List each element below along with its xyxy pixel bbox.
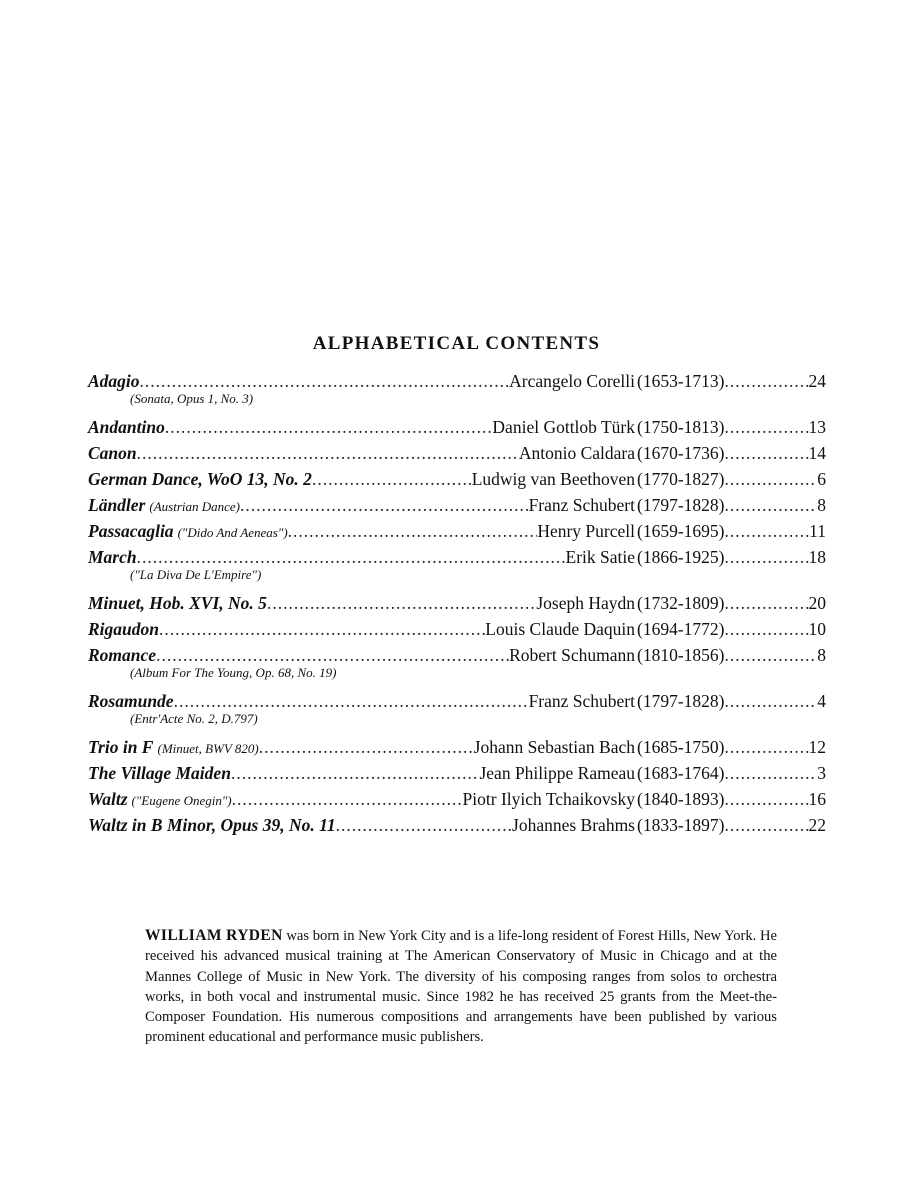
composer-name: Joseph Haydn [536, 593, 635, 613]
dot-leader [724, 492, 817, 518]
piece-title: Minuet, Hob. XVI, No. 5 [88, 593, 267, 613]
piece-subtitle: ("Dido And Aeneas") [177, 525, 288, 540]
dot-leader [724, 368, 808, 394]
composer-years: (1866-1925) [637, 547, 725, 567]
composer-years: (1750-1813) [637, 417, 725, 437]
page-number: 14 [808, 443, 826, 463]
page-number: 18 [808, 547, 826, 567]
dot-leader [137, 440, 519, 466]
dot-leader [267, 590, 536, 616]
piece-title: Trio in F [88, 737, 154, 757]
piece-title: Ländler [88, 495, 146, 515]
page-number: 22 [808, 815, 826, 835]
dot-leader [165, 414, 493, 440]
dot-leader [288, 518, 538, 544]
piece-subtitle: ("Eugene Onegin") [131, 793, 232, 808]
contents-entry [88, 544, 826, 590]
composer-name: Antonio Caldara [518, 443, 635, 463]
composer-name: Erik Satie [565, 547, 635, 567]
composer-name: Robert Schumann [509, 645, 635, 665]
dot-leader [724, 760, 817, 786]
piece-title: German Dance, WoO 13, No. 2 [88, 469, 312, 489]
composer-years: (1685-1750) [637, 737, 725, 757]
page-number: 4 [817, 691, 826, 711]
composer-name: Arcangelo Corelli [509, 371, 635, 391]
dot-leader [724, 688, 817, 714]
page-number: 12 [808, 737, 826, 757]
piece-title: Adagio [88, 371, 140, 391]
dot-leader [724, 440, 808, 466]
contents-entry [88, 414, 826, 440]
page-number: 20 [808, 593, 826, 613]
contents-entry [88, 688, 826, 734]
dot-leader [724, 544, 808, 570]
composer-years: (1810-1856) [637, 645, 725, 665]
composer-years: (1694-1772) [637, 619, 725, 639]
composer-name: Ludwig van Beethoven [471, 469, 635, 489]
page-number: 10 [808, 619, 826, 639]
contents-entry [88, 760, 826, 786]
piece-subtitle: (Minuet, BWV 820) [157, 741, 259, 756]
composer-years: (1659-1695) [637, 521, 725, 541]
dot-leader [240, 492, 529, 518]
dot-leader [724, 616, 808, 642]
contents-entry [88, 616, 826, 642]
piece-title: Canon [88, 443, 137, 463]
composer-name: Louis Claude Daquin [485, 619, 635, 639]
dot-leader [336, 812, 512, 838]
contents-entry [88, 812, 826, 838]
piece-title: Romance [88, 645, 157, 665]
piece-title: March [88, 547, 137, 567]
piece-title: Rigaudon [88, 619, 159, 639]
composer-name: Johannes Brahms [512, 815, 635, 835]
composer-name: Johann Sebastian Bach [473, 737, 635, 757]
piece-subtitle: (Album For The Young, Op. 68, No. 19) [130, 665, 337, 680]
composer-name: Henry Purcell [537, 521, 635, 541]
piece-subtitle: (Entr'Acte No. 2, D.797) [130, 711, 258, 726]
dot-leader [724, 642, 817, 668]
contents-entry [88, 492, 826, 518]
dot-leader [259, 734, 474, 760]
contents-entry [88, 518, 826, 544]
dot-leader [724, 414, 808, 440]
composer-years: (1653-1713) [637, 371, 725, 391]
contents-entry [88, 734, 826, 760]
composer-years: (1797-1828) [637, 691, 725, 711]
piece-subtitle: (Austrian Dance) [149, 499, 240, 514]
contents-entry [88, 590, 826, 616]
piece-title: The Village Maiden [88, 763, 231, 783]
piece-title: Passacaglia [88, 521, 174, 541]
piece-subtitle: (Sonata, Opus 1, No. 3) [130, 391, 254, 406]
composer-years: (1670-1736) [637, 443, 725, 463]
piece-title: Andantino [88, 417, 165, 437]
contents-list [88, 368, 826, 838]
contents-entry [88, 368, 826, 414]
composer-years: (1840-1893) [637, 789, 725, 809]
dot-leader [159, 616, 485, 642]
dot-leader [724, 466, 817, 492]
contents-heading: ALPHABETICAL CONTENTS [312, 333, 601, 354]
contents-entry [88, 466, 826, 492]
page-number: 3 [817, 763, 826, 783]
dot-leader [724, 734, 808, 760]
dot-leader [312, 466, 472, 492]
composer-name: Franz Schubert [528, 495, 635, 515]
bio-text: was born in New York City and is a life-long resident of Forest Hills, New York. He received his advanced musical training at The American Conservatory of Music in Chicago and at the Mannes College of Music in New York. The diversity of his composing ranges from solos to orchestra works, in both vocal and instrumental music. Since 1982 he has received 25 grants from the Meet-the-Composer Foundation. His numerous compositions and arrangements have been published by various prominent educational and performance music publishers. [145, 928, 777, 1046]
piece-subtitle: ("La Diva De L'Empire") [130, 567, 262, 582]
contents-entry [88, 642, 826, 688]
composer-years: (1732-1809) [637, 593, 725, 613]
composer-name: Daniel Gottlob Türk [492, 417, 635, 437]
composer-name: Jean Philippe Rameau [479, 763, 635, 783]
piece-title: Waltz in B Minor, Opus 39, No. 11 [88, 815, 336, 835]
page-number: 16 [808, 789, 826, 809]
piece-title: Waltz [88, 789, 128, 809]
page-number: 24 [808, 371, 826, 391]
composer-years: (1833-1897) [637, 815, 725, 835]
dot-leader [231, 760, 480, 786]
composer-years: (1683-1764) [637, 763, 725, 783]
bio-name: WILLIAM RYDEN [145, 927, 283, 944]
contents-entry [88, 786, 826, 812]
piece-title: Rosamunde [88, 691, 174, 711]
page-number: 11 [809, 521, 826, 541]
composer-name: Piotr Ilyich Tchaikovsky [462, 789, 635, 809]
page-number: 13 [808, 417, 826, 437]
contents-entry [88, 440, 826, 466]
dot-leader [724, 518, 809, 544]
page-number: 8 [817, 645, 826, 665]
dot-leader [232, 786, 463, 812]
composer-years: (1797-1828) [637, 495, 725, 515]
dot-leader [724, 590, 808, 616]
composer-name: Franz Schubert [528, 691, 635, 711]
composer-years: (1770-1827) [637, 469, 725, 489]
dot-leader [724, 786, 808, 812]
composer-bio [145, 926, 777, 1048]
page-number: 8 [817, 495, 826, 515]
page-number: 6 [817, 469, 826, 489]
dot-leader [724, 812, 808, 838]
